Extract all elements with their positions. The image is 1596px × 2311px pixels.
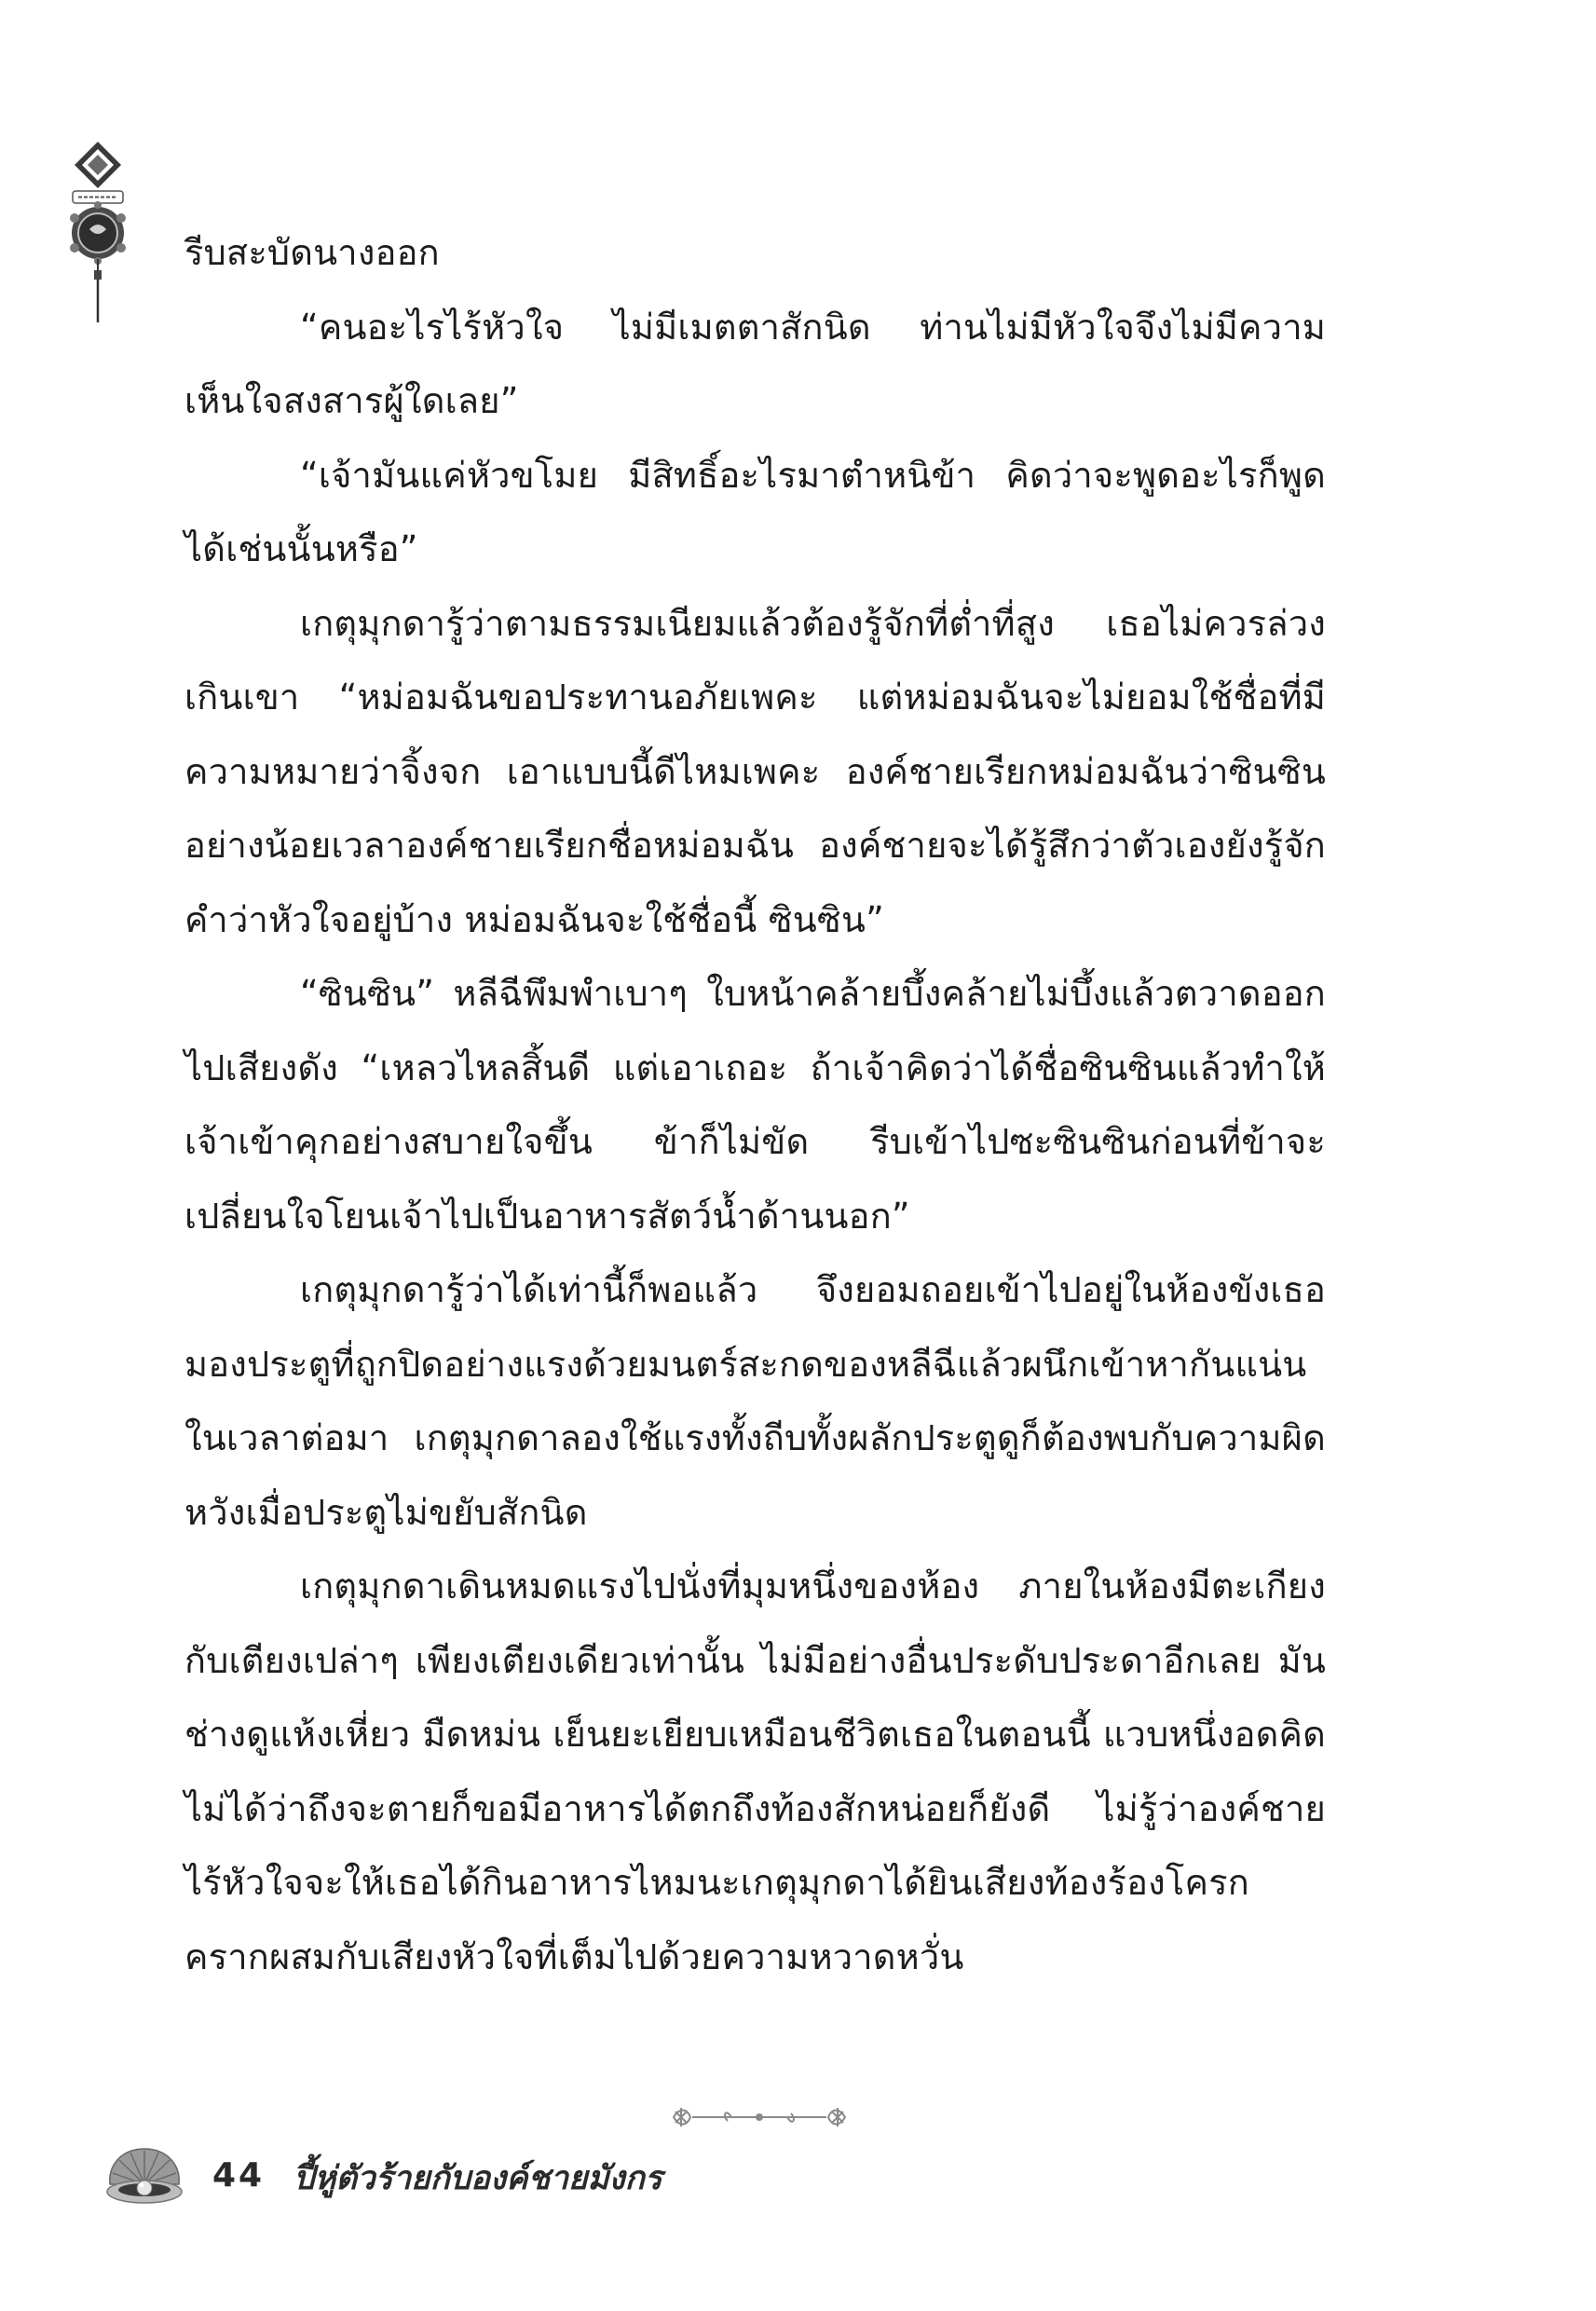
body-text xyxy=(184,216,1326,1994)
shell-pearl-icon xyxy=(104,2145,184,2210)
publisher-emblem-icon xyxy=(67,140,129,326)
scroll-ornament-icon xyxy=(666,2099,853,2136)
page-number: 44 xyxy=(212,2156,266,2195)
paragraph-6: เกตุมุกดารู้ว่าได้เท่านี้ก็พอแล้ว จึงยอมถอยเข้าไปอยู่ในห้องขังเธอมองประตูที่ถูกปิดอย่างแรงด้วยมนตร์สะกดของหลีฉีแล้วผนึกเข้าหากันแน่นในเวลาต่อมา เกตุมุกดาลองใช้แรงทั้งถีบทั้งผลักประตูดูก็ต้องพบกับความผิดหวังเมื่อประตูไม่ขยับสักนิด xyxy=(184,1269,1326,1533)
paragraph-3: “เจ้ามันแค่หัวขโมย มีสิทธิ์อะไรมาตำหนิข้า คิดว่าจะพูดอะไรก็พูดได้เช่นนั้นหรือ” xyxy=(184,454,1326,569)
paragraph-2: “คนอะไรไร้หัวใจ ไม่มีเมตตาสักนิด ท่านไม่มีหัวใจจึงไม่มีความเห็นใจสงสารผู้ใดเลย” xyxy=(184,306,1326,421)
book-title: ปี้หู่ตัวร้ายกับองค์ชายมังกร xyxy=(293,2159,662,2197)
paragraph-1: รีบสะบัดนางออก xyxy=(184,232,440,273)
paragraph-4: เกตุมุกดารู้ว่าตามธรรมเนียมแล้วต้องรู้จักที่ต่ำที่สูง เธอไม่ควรล่วงเกินเขา “หม่อมฉันขอประทานอภัยเพคะ แต่หม่อมฉันจะไม่ยอมใช้ชื่อที่มีความหมายว่าจิ้งจก เอาแบบนี้ดีไหมเพคะ องค์ชายเรียกหม่อมฉันว่าซินซิน อย่างน้อยเวลาองค์ชายเรียกชื่อหม่อมฉัน องค์ชายจะได้รู้สึกว่าตัวเองยังรู้จักคำว่าหัวใจอยู่บ้าง หม่อมฉันจะใช้ชื่อนี้ ซินซิน” xyxy=(184,602,1326,940)
paragraph-7: เกตุมุกดาเดินหมดแรงไปนั่งที่มุมหนึ่งของห้อง ภายในห้องมีตะเกียงกับเตียงเปล่าๆ เพียงเตียงเดียวเท่านั้น ไม่มีอย่างอื่นประดับประดาอีกเลย มันช่างดูแห้งเหี่ยว มืดหม่น เย็นยะเยียบเหมือนชีวิตเธอในตอนนี้ แวบหนึ่งอดคิดไม่ได้ว่าถึงจะตายก็ขอมีอาหารได้ตกถึงท้องสักหน่อยก็ยังดี ไม่รู้ว่าองค์ชายไร้หัวใจจะให้เธอได้กินอาหารไหมนะเกตุมุกดาได้ยินเสียงท้องร้องโครกครากผสมกับเสียงหัวใจที่เต็มไปด้วยความหวาดหวั่น xyxy=(184,1566,1326,1977)
paragraph-5: “ซินซิน” หลีฉีพึมพำเบาๆ ใบหน้าคล้ายบึ้งคล้ายไม่บึ้งแล้วตวาดออกไปเสียงดัง “เหลวไหลสิ้นดี แต่เอาเถอะ ถ้าเจ้าคิดว่าได้ชื่อซินซินแล้วทำให้เจ้าเข้าคุกอย่างสบายใจขึ้น ข้าก็ไม่ขัด รีบเข้าไปซะซินซินก่อนที่ข้าจะเปลี่ยนใจโยนเจ้าไปเป็นอาหารสัตว์น้ำด้านนอก” xyxy=(184,973,1326,1237)
